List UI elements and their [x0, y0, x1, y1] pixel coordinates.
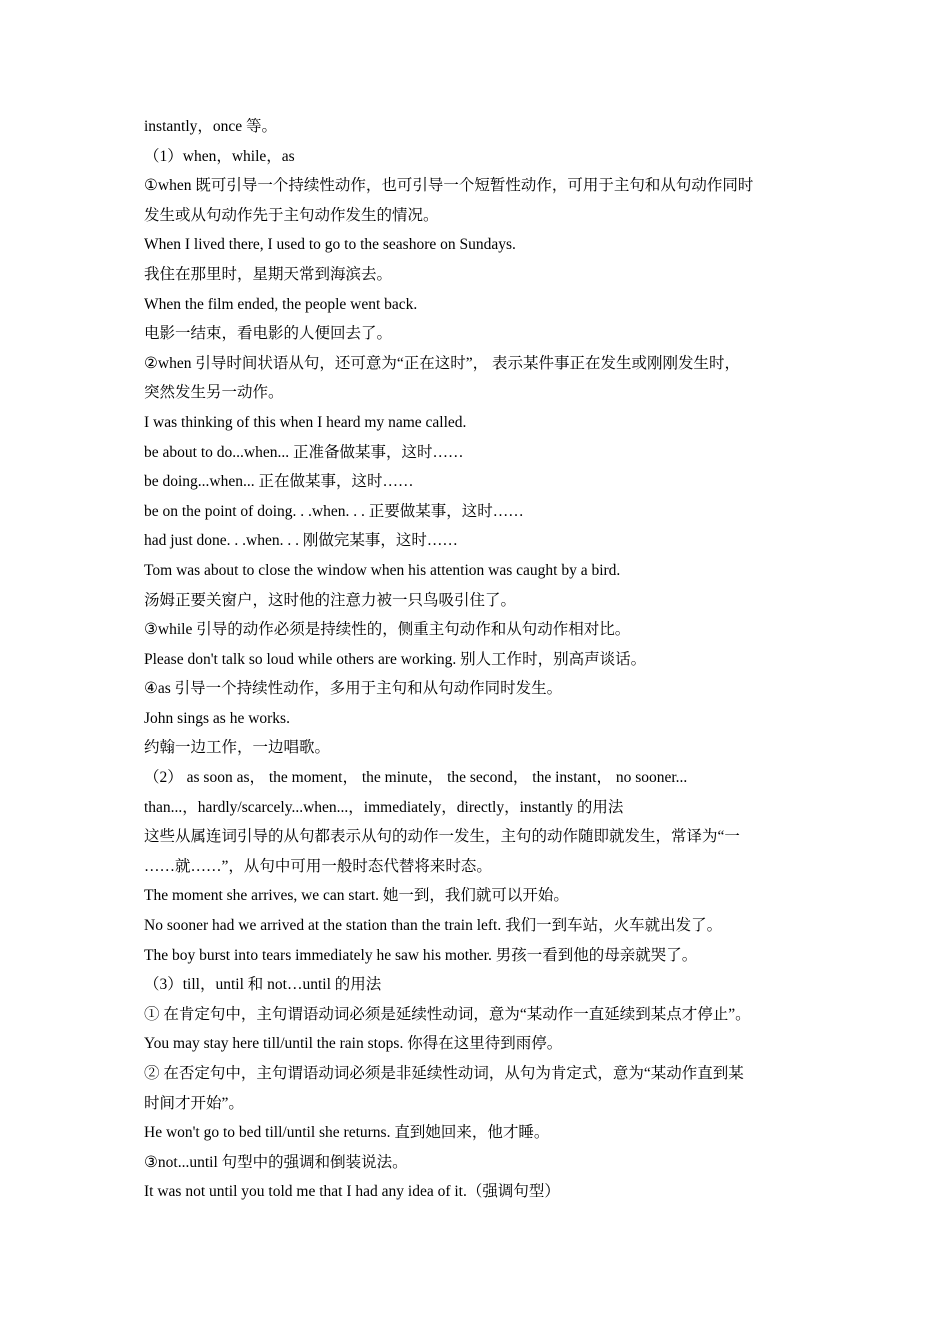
- text-line: ④as 引导一个持续性动作，多用于主句和从句动作同时发生。: [144, 680, 563, 698]
- text-line: ② 在否定句中，主句谓语动词必须是非延续性动词，从句为肯定式，意为“某动作直到某: [144, 1065, 744, 1082]
- pattern-line: be about to do...when... 正准备做某事，这时……: [144, 443, 464, 461]
- text-line: ③not...until 句型中的强调和倒装说法。: [144, 1153, 408, 1171]
- pattern-line: had just done. . .when. . . 刚做完某事，这时……: [144, 532, 458, 550]
- example-sentence: John sings as he works.: [144, 709, 290, 727]
- pattern-line: be doing...when... 正在做某事，这时……: [144, 473, 414, 491]
- pattern-line: be on the point of doing. . .when. . . 正要做某事，这时……: [144, 502, 524, 520]
- example-sentence: Please don't talk so loud while others are working. 别人工作时，别高声谈话。: [144, 650, 647, 668]
- example-sentence: The boy burst into tears immediately he saw his mother. 男孩一看到他的母亲就哭了。: [144, 946, 698, 964]
- text-line: than...，hardly/scarcely...when...，immediately，directly，instantly 的用法: [144, 798, 624, 816]
- example-sentence: He won't go to bed till/until she returns. 直到她回来，他才睡。: [144, 1124, 550, 1142]
- example-translation: 我住在那里时，星期天常到海滨去。: [144, 265, 393, 283]
- example-sentence: The moment she arrives, we can start. 她一到，我们就可以开始。: [144, 887, 569, 905]
- text-line: ……就……”，从句中可用一般时态代替将来时态。: [144, 857, 492, 875]
- text-line: ① 在肯定句中，主句谓语动词必须是延续性动词，意为“某动作一直延续到某点才停止”。: [144, 1005, 751, 1023]
- text-line: ②when 引导时间状语从句，还可意为“正在这时”， 表示某件事正在发生或刚刚发生时，: [144, 354, 740, 372]
- text-line: instantly，once 等。: [144, 118, 278, 135]
- text-line: 这些从属连词引导的从句都表示从句的动作一发生，主句的动作随即就发生，常译为“一: [144, 828, 740, 846]
- example-translation: 约翰一边工作，一边唱歌。: [144, 739, 331, 757]
- document-body: [144, 112, 818, 1207]
- example-sentence: You may stay here till/until the rain stops. 你得在这里待到雨停。: [144, 1035, 563, 1053]
- example-sentence: When the film ended, the people went back.: [144, 295, 418, 313]
- section-heading-till-until: （3）till，until 和 not…until 的用法: [144, 976, 382, 994]
- text-line: 发生或从句动作先于主句动作发生的情况。: [144, 206, 439, 224]
- example-sentence: When I lived there, I used to go to the seashore on Sundays.: [144, 236, 516, 254]
- example-translation: 电影一结束，看电影的人便回去了。: [144, 325, 393, 343]
- example-sentence: No sooner had we arrived at the station than the train left. 我们一到车站，火车就出发了。: [144, 917, 723, 935]
- example-sentence: It was not until you told me that I had any idea of it.（强调句型）: [144, 1183, 560, 1201]
- section-heading-when-while-as: （1）when，while，as: [144, 147, 295, 165]
- example-sentence: I was thinking of this when I heard my name called.: [144, 413, 467, 431]
- example-sentence: Tom was about to close the window when his attention was caught by a bird.: [144, 561, 621, 579]
- text-line: ③while 引导的动作必须是持续性的，侧重主句动作和从句动作相对比。: [144, 621, 631, 639]
- section-heading-as-soon-as: （2） as soon as， the moment， the minute， the second， the instant， no sooner...: [144, 769, 688, 787]
- example-translation: 汤姆正要关窗户，这时他的注意力被一只鸟吸引住了。: [144, 591, 517, 609]
- text-line: 突然发生另一动作。: [144, 384, 284, 402]
- text-line: ①when 既可引导一个持续性动作，也可引导一个短暂性动作，可用于主句和从句动作同时: [144, 177, 754, 195]
- text-line: 时间才开始”。: [144, 1094, 244, 1112]
